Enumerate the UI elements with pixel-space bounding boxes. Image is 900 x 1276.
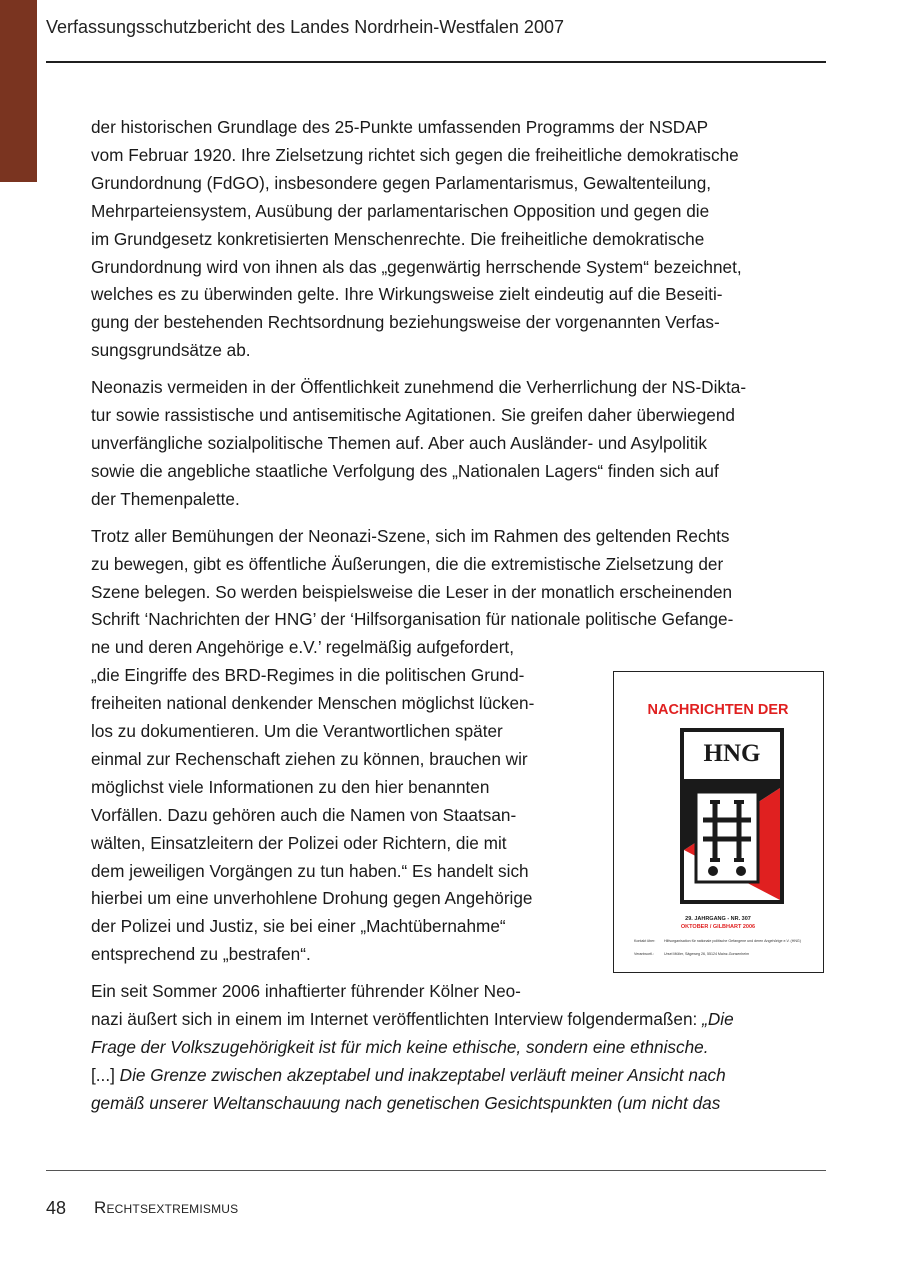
text-line: möglichst viele Informationen zu den hier benannten	[91, 776, 490, 797]
cover-publisher-label: Verantwortl.:	[634, 952, 654, 956]
cover-publisher-text: Ursel Müller, Sägeweg 26, 55124 Mainz-Gonsenheim	[664, 952, 750, 956]
text-line: tur sowie rassistische und antisemitische Agitationen. Sie greifen daher überwiegend	[91, 405, 735, 426]
header-rule	[46, 61, 826, 63]
text-line: Schrift ‘Nachrichten der HNG’ der ‘Hilfsorganisation für nationale politische Gefange-	[91, 609, 734, 630]
text-line: Szene belegen. So werden beispielsweise die Leser in der monatlich erscheinenden	[91, 581, 733, 602]
cover-contact-text: Hilfsorganisation für nationale politische Gefangene und deren Angehörige e.V. (HNG)	[664, 939, 801, 943]
text-line: ne und deren Angehörige e.V.’ regelmäßig aufgefordert,	[91, 637, 514, 658]
footer-rule	[46, 1170, 826, 1171]
quote-text: Die Grenze zwischen akzeptabel und inakzeptabel verläuft meiner Ansicht nach	[119, 1064, 726, 1085]
text-line: wälten, Einsatzleitern der Polizei oder Richtern, die mit	[91, 832, 507, 853]
text-line: welches es zu überwinden gelte. Ihre Wirkungsweise zielt eindeutig auf die Beseiti-	[91, 284, 723, 305]
text-line: hierbei um eine unverhohlene Drohung gegen Angehörige	[91, 888, 533, 909]
cover-logo-text: HNG	[703, 740, 761, 767]
cover-illustration	[614, 672, 822, 971]
text-line: einmal zur Rechenschaft ziehen zu können, brauchen wir	[91, 748, 528, 769]
text-line: sowie die angebliche staatliche Verfolgung des „Nationalen Lagers“ finden sich auf	[91, 460, 719, 481]
cover-contact-label: Kontakt über:	[634, 939, 656, 943]
text-line: zu bewegen, gibt es öffentliche Äußerungen, die die extremistische Zielsetzung der	[91, 553, 724, 574]
text-line: Mehrparteiensystem, Ausübung der parlamentarischen Opposition und gegen die	[91, 200, 710, 221]
cover-title: NACHRICHTEN DER	[647, 702, 789, 718]
text-line: gung der bestehenden Rechtsordnung beziehungsweise der vorgenannten Verfas-	[91, 312, 720, 333]
text-run: [...]	[91, 1064, 120, 1085]
text-run: nazi äußert sich in einem im Internet veröffentlichten Interview folgendermaßen:	[91, 1009, 703, 1030]
text-line: unverfängliche sozialpolitische Themen auf. Aber auch Ausländer- und Asylpolitik	[91, 432, 707, 453]
text-line	[91, 1062, 831, 1090]
cover-issue-date: OKTOBER / GILBHART 2006	[680, 924, 756, 930]
text-line: vom Februar 1920. Ihre Zielsetzung richtet sich gegen die freiheitliche demokratische	[91, 144, 739, 165]
text-line: Ein seit Sommer 2006 inhaftierter führender Kölner Neo-	[91, 981, 521, 1002]
running-header: Verfassungsschutzbericht des Landes Nordrhein-Westfalen 2007	[46, 17, 564, 37]
text-line: dem jeweiligen Vorgängen zu tun haben.“ Es handelt sich	[91, 860, 529, 881]
text-line: sungsgrundsätze ab.	[91, 340, 251, 361]
cover-issue-number: 29. JAHRGANG - NR. 307	[685, 916, 751, 922]
text-line: los zu dokumentieren. Um die Verantwortlichen später	[91, 721, 503, 742]
text-line	[91, 1006, 831, 1034]
paragraph-4	[91, 978, 831, 1118]
text-line: der Polizei und Justiz, sie bei einer „Machtübernahme“	[91, 916, 506, 937]
text-line: Vorfällen. Dazu gehören auch die Namen von Staatsan-	[91, 804, 517, 825]
text-line: im Grundgesetz konkretisierten Menschenrechte. Die freiheitliche demokratische	[91, 228, 705, 249]
paragraph-1	[91, 114, 831, 365]
text-line: Trotz aller Bemühungen der Neonazi-Szene, sich im Rahmen des geltenden Rechts	[91, 525, 730, 546]
quote-text: „Die	[702, 1009, 734, 1030]
cover-hand-right	[736, 866, 746, 876]
quote-line: Frage der Volkszugehörigkeit ist für mich keine ethische, sondern eine ethnische.	[91, 1037, 709, 1057]
section-label: Rechtsextremismus	[94, 1198, 239, 1217]
section-color-tab	[0, 0, 37, 182]
quote-line: gemäß unserer Weltanschauung nach genetischen Gesichtspunkten (um nicht das	[91, 1092, 721, 1113]
cover-hand-left	[708, 866, 718, 876]
text-line: Grundordnung wird von ihnen als das „gegenwärtig herrschende System“ bezeichnet,	[91, 256, 742, 277]
text-line: Neonazis vermeiden in der Öffentlichkeit zunehmend die Verherrlichung der NS-Dikta-	[91, 377, 747, 398]
paragraph-2	[91, 374, 831, 514]
text-line: Grundordnung (FdGO), insbesondere gegen Parlamentarismus, Gewaltenteilung,	[91, 172, 712, 193]
body-text	[91, 114, 831, 1127]
hng-newsletter-cover	[613, 671, 824, 973]
text-line: der Themenpalette.	[91, 488, 240, 509]
text-line: der historischen Grundlage des 25-Punkte umfassenden Programms der NSDAP	[91, 117, 709, 137]
text-line: „die Eingriffe des BRD-Regimes in die politischen Grund-	[91, 665, 525, 686]
page-number: 48	[46, 1198, 67, 1218]
text-line: freiheiten national denkender Menschen möglichst lücken-	[91, 693, 535, 714]
text-line: entsprechend zu „bestrafen“.	[91, 944, 311, 965]
